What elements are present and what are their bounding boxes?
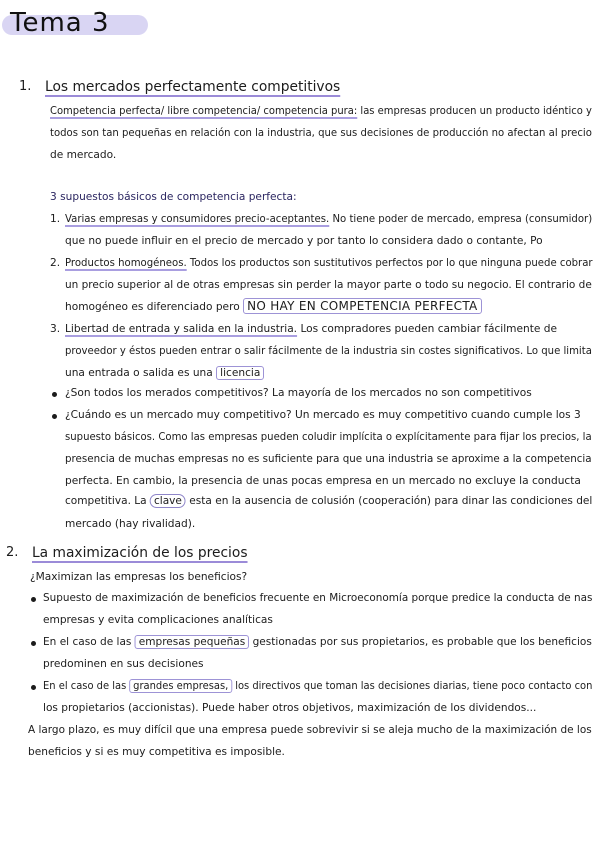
bullet-dot [31, 685, 36, 690]
bullet-2-line-4: perfecta. En cambio, la presencia de unas pocas empresa en un mercado no excluye la conducta [65, 475, 581, 487]
item-3-number: 3. [50, 323, 61, 335]
section-heading: Los mercados perfectamente competitivos [45, 79, 341, 95]
bullet-2-line-2: supuesto básicos. Como las empresas pueden coludir implícita o explícitamente para fijar los precios, la [65, 431, 592, 443]
bullet-2-line-6: mercado (hay rivalidad). [65, 518, 196, 530]
s2-bullet-3-line-1: En el caso de las grandes empresas, los directivos que toman las decisiones diarias, tiene poco contacto con [43, 680, 593, 692]
s2-bullet-3-line-2: los propietarios (accionistas). Puede haber otros objetivos, maximización de los dividendos... [43, 702, 537, 714]
section-number: 2. [6, 545, 19, 560]
intro-line-3: de mercado. [50, 149, 117, 161]
bullet-dot [31, 597, 36, 602]
subheading: 3 supuestos básicos de competencia perfecta: [50, 191, 297, 203]
bullet-dot [52, 414, 57, 419]
closing-line-2: beneficios y si es muy competitiva es imposible. [28, 746, 285, 758]
highlighted-box: empresas pequeñas [135, 635, 249, 649]
s2-bullet-1-line-2: empresas y evita complicaciones analíticas [43, 614, 273, 626]
bullet-2-line-3: presencia de muchas empresas no es suficiente para que una industria se aproxime a la competencia [65, 453, 592, 465]
item-3-line-1: Libertad de entrada y salida en la industria. Los compradores pueden cambiar fácilmente de [65, 323, 558, 335]
section-question: ¿Maximizan las empresas los beneficios? [30, 571, 248, 583]
s2-bullet-1-line-1: Supuesto de maximización de beneficios frecuente en Microeconomía porque predice la conducta de nas [43, 592, 593, 604]
s2-bullet-2-line-2: predominen en sus decisiones [43, 658, 204, 670]
item-1-line-2: que no puede influir en el precio de mercado y por tanto lo considera dado o contante, Po [65, 235, 543, 247]
item-2-line-3: homogéneo es diferenciado pero NO HAY EN COMPETENCIA PERFECTA [65, 299, 482, 314]
highlighted-box: NO HAY EN COMPETENCIA PERFECTA [243, 298, 482, 314]
item-1-line-1: Varias empresas y consumidores precio-aceptantes. No tiene poder de mercado, empresa (consumidor) [65, 213, 593, 225]
intro-line-2: todos son tan pequeñas en relación con la industria, que sus decisiones de producción no afectan al precio [50, 127, 592, 139]
section-heading: La maximización de los precios [32, 545, 248, 561]
bullet-2-line-1: ¿Cuándo es un mercado muy competitivo? Un mercado es muy competitivo cuando cumple los 3 [65, 409, 581, 421]
highlighted-box: grandes empresas, [129, 679, 232, 693]
section-number: 1. [19, 79, 32, 94]
item-2-number: 2. [50, 257, 61, 269]
definition-term: Competencia perfecta/ libre competencia/ competencia pura: [50, 105, 358, 117]
item-2-line-1: Productos homogéneos. Todos los productos son sustitutivos perfectos por lo que ninguna puede cobrar [65, 257, 593, 269]
bullet-dot [31, 641, 36, 646]
bullet-2-line-5: competitiva. La clave esta en la ausencia de colusión (cooperación) para dinar las condiciones del [65, 495, 593, 507]
bullet-line: ¿Son todos los merados competitivos? La mayoría de los mercados no son competitivos [65, 387, 532, 399]
item-1-number: 1. [50, 213, 61, 225]
title-block [2, 6, 152, 40]
bullet-dot [52, 392, 57, 397]
page-title: Tema 3 [10, 8, 110, 38]
highlighted-box: licencia [216, 366, 264, 380]
item-3-line-2: proveedor y éstos pueden entrar o salir fácilmente de la industria sin costes significativos. Lo que limita [65, 345, 592, 357]
item-2-line-2: un precio superior al de otras empresas sin perder la mayor parte o todo su negocio. El contrario de [65, 279, 592, 291]
s2-bullet-2-line-1: En el caso de las empresas pequeñas gestionadas por sus propietarios, es probable que los beneficios [43, 636, 592, 648]
circled-word: clave [150, 494, 186, 508]
intro-line-1: Competencia perfecta/ libre competencia/ competencia pura: las empresas producen un producto idéntico y [50, 105, 592, 117]
closing-line-1: A largo plazo, es muy difícil que una empresa puede sobrevivir si se aleja mucho de la maximización de los [28, 724, 592, 736]
item-3-line-3: una entrada o salida es una licencia [65, 366, 264, 380]
